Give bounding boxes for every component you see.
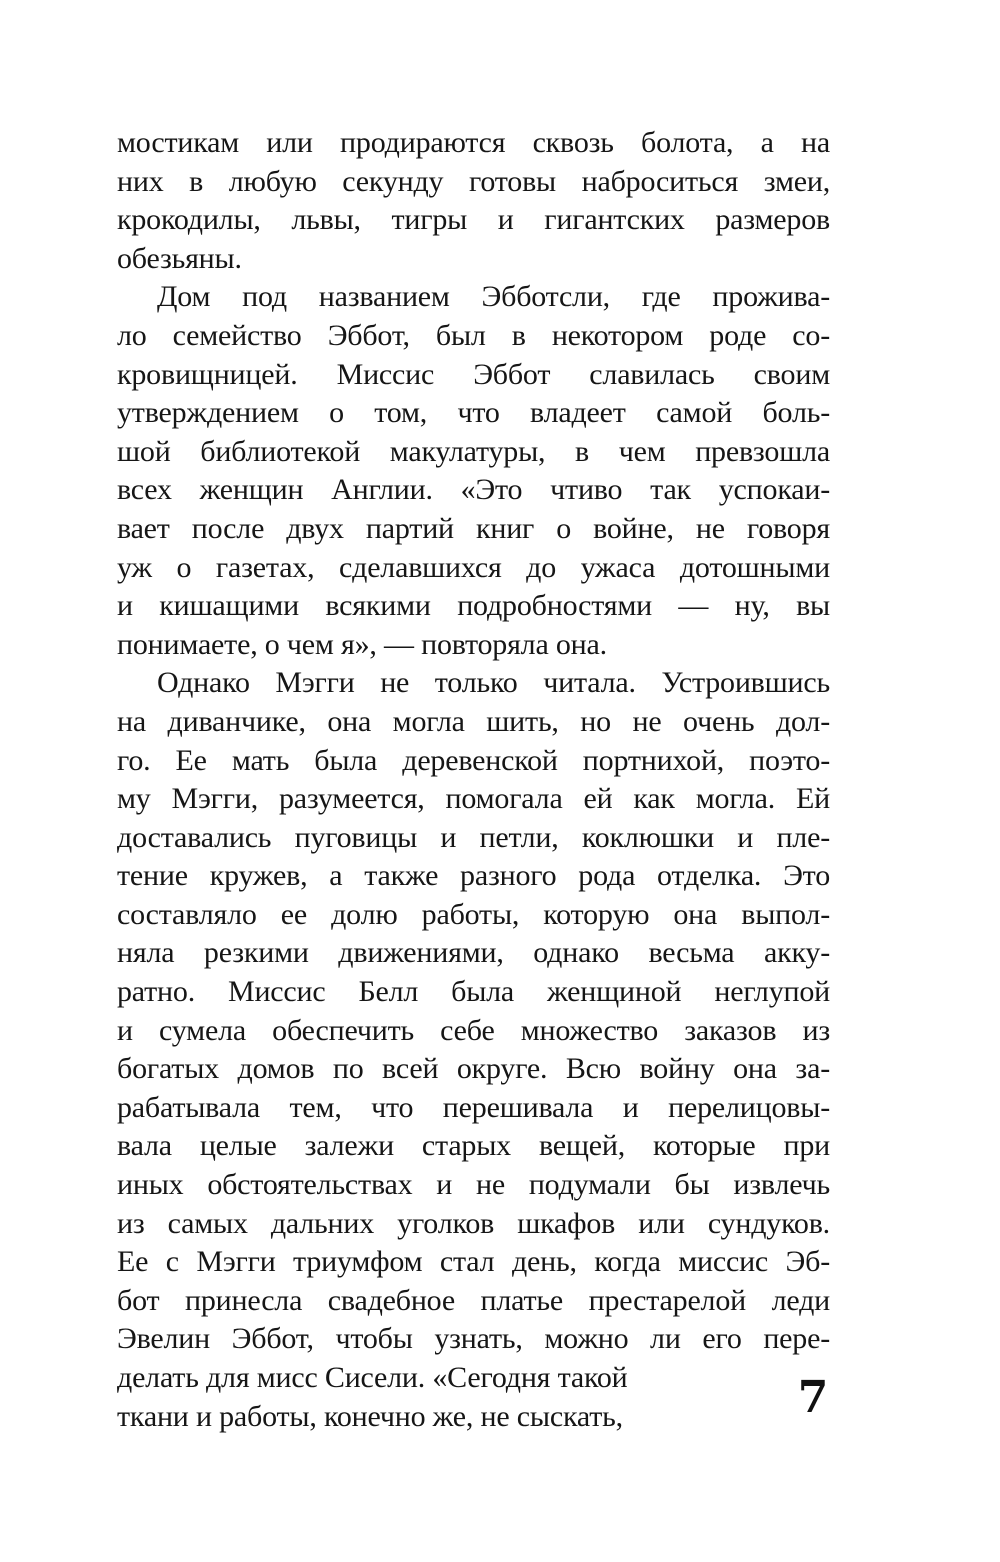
text-line: иных обстоятельствах и не подумали бы извлечь xyxy=(117,1168,830,1202)
text-line: ткани и работы, конечно же, не сыскать, xyxy=(117,1399,623,1433)
text-line: на диванчике, она могла шить, но не очень дол- xyxy=(117,704,830,738)
text-line: и кишащими всякими подробностями — ну, вы xyxy=(117,589,830,623)
text-line: и сумела обеспечить себе множество заказов из xyxy=(117,1013,830,1047)
text-line: уж о газетах, сделавшихся до ужаса дотошными xyxy=(117,550,830,584)
text-line: Ее с Мэгги триумфом стал день, когда миссис Эб- xyxy=(117,1245,830,1279)
text-line: кровищницей. Миссис Эббот славилась своим xyxy=(117,357,830,391)
text-line: го. Ее мать была деревенской портнихой, поэто- xyxy=(117,743,830,777)
text-line: няла резкими движениями, однако весьма акку- xyxy=(117,936,830,970)
text-line: составляло ее долю работы, которую она выпол- xyxy=(117,897,830,931)
text-line: крокодилы, львы, тигры и гигантских размеров xyxy=(117,203,830,237)
text-line: вала целые залежи старых вещей, которые при xyxy=(117,1129,830,1163)
text-line: ратно. Миссис Белл была женщиной неглупой xyxy=(117,975,830,1009)
text-line: Дом под названием Эбботсли, где прожива- xyxy=(157,280,830,314)
text-line: тение кружев, а также разного рода отделка. Это xyxy=(117,859,830,893)
text-line: ло семейство Эббот, был в некотором роде со- xyxy=(117,318,830,352)
text-line: обезьяны. xyxy=(117,241,242,275)
text-block xyxy=(117,124,830,1436)
text-line: доставались пуговицы и петли, коклюшки и пле- xyxy=(117,820,830,854)
text-line: них в любую секунду готовы наброситься змеи, xyxy=(117,164,830,198)
text-line: всех женщин Англии. «Это чтиво так успокаи- xyxy=(117,473,830,507)
text-line: бот принесла свадебное платье престарелой леди xyxy=(117,1283,830,1317)
text-line: понимаете, о чем я», — повторяла она. xyxy=(117,627,607,661)
text-line: богатых домов по всей округе. Всю войну она за- xyxy=(117,1052,830,1086)
text-line: вает после двух партий книг о войне, не говоря xyxy=(117,511,830,545)
text-line: му Мэгги, разумеется, помогала ей как могла. Ей xyxy=(117,782,830,816)
text-line: делать для мисс Сисели. «Сегодня такой xyxy=(117,1361,628,1394)
text-line: из самых дальних уголков шкафов или сундуков. xyxy=(117,1206,830,1240)
text-line: рабатывала тем, что перешивала и перелицовы- xyxy=(117,1090,830,1124)
text-line: шой библиотекой макулатуры, в чем превзошла xyxy=(117,434,830,468)
page-number: 7 xyxy=(797,1372,829,1423)
text-line: мостикам или продираются сквозь болота, а на xyxy=(117,126,830,159)
text-line: Однако Мэгги не только читала. Устроившись xyxy=(157,666,830,700)
text-line: Эвелин Эббот, чтобы узнать, можно ли его пере- xyxy=(117,1322,830,1356)
text-line: утверждением о том, что владеет самой боль- xyxy=(117,396,830,430)
